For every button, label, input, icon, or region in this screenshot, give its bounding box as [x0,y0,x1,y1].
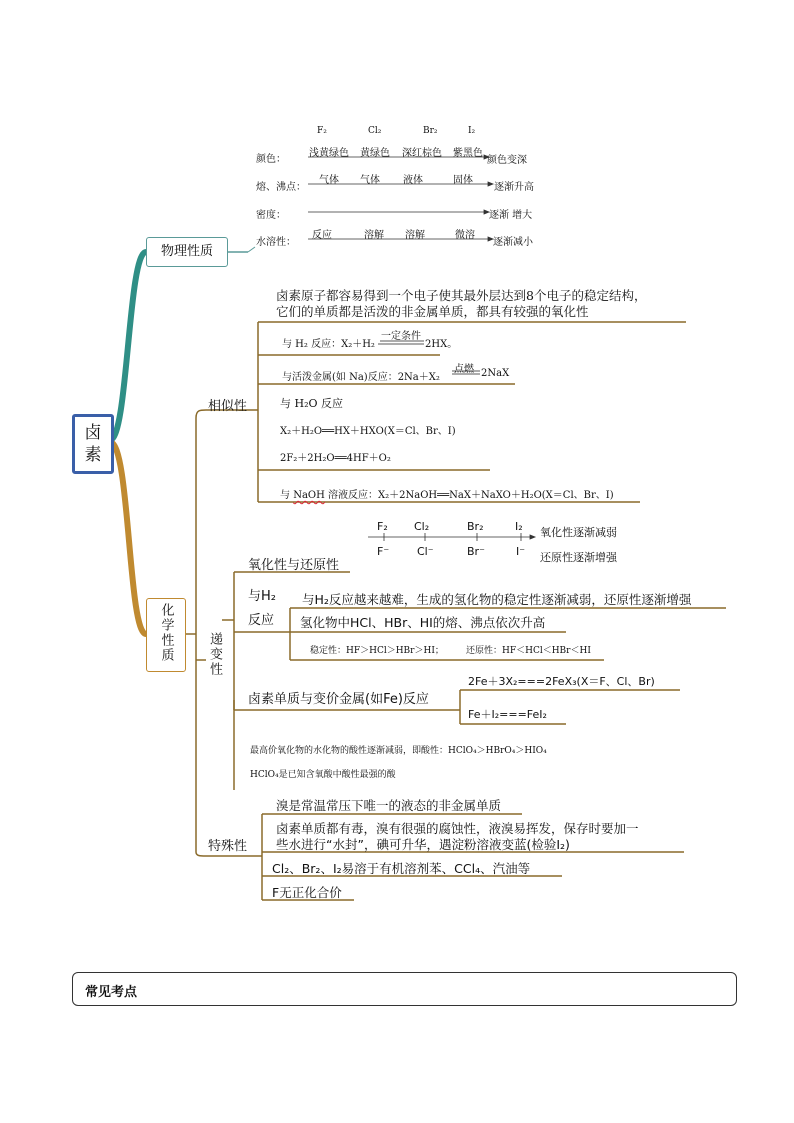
scale-top-f2: F₂ [377,520,388,533]
root-label: 卤素 [84,423,102,465]
color-row-label: 颜色： [256,154,286,165]
chemical-properties-node [146,598,186,672]
branch-chemical [110,442,146,634]
acid-strength-line: 最高价氧化物的水化物的酸性逐渐减弱，即酸性：HClO₄＞HBrO₄＞HIO₄ [250,746,547,756]
element-br2: Br₂ [423,126,438,136]
bp-trend: 逐渐升高 [494,182,534,193]
h2-statement: 与H₂反应越来越难，生成的氢化物的稳定性逐渐减弱，还原性逐渐增强 [302,592,692,607]
density-trend: 逐渐 增大 [489,210,533,221]
branch-physical [110,252,146,440]
element-f2: F₂ [317,126,327,136]
h2-branch-line2: 反应 [248,613,275,628]
density-row-label: 密度： [256,210,286,221]
special-item4: F无正化合价 [272,885,342,900]
oxidizing-trend: 氧化性逐渐减弱 [540,526,617,539]
solubility-trend: 逐渐减小 [493,237,533,248]
scale-bottom-br: Br⁻ [467,545,485,558]
fe-reaction-title: 卤素单质与变价金属(如Fe)反应 [248,692,429,707]
color-cl2: 黄绿色 [360,148,390,159]
scale-bottom-cl: Cl⁻ [417,545,434,558]
bp-f2: 气体 [319,175,339,186]
reducibility-order: 还原性：HF＜HCl＜HBr＜HI [466,646,591,656]
special-item2-line1: 卤素单质都有毒，溴有很强的腐蚀性，液溴易挥发，保存时要加一 [276,821,639,836]
hclo4-line: HClO₄是已知含氧酸中酸性最强的酸 [250,770,396,780]
sol-br2: 溶解 [405,230,425,241]
sol-f2: 反应 [312,230,332,241]
color-br2: 深红棕色 [402,148,442,159]
naoh-term: NaOH [293,490,325,501]
special-item1: 溴是常温常压下唯一的液态的非金属单质 [276,798,502,813]
special-item3: Cl₂、Br₂、I₂易溶于有机溶剂苯、CCl₄、汽油等 [272,861,531,876]
color-f2: 浅黄绿色 [309,148,349,159]
na-reaction-product: 2NaX [481,368,510,379]
scale-top-br2: Br₂ [467,520,484,533]
exam-points-title: 常见考点 [85,985,138,1000]
bp-row-label: 熔、沸点： [256,182,306,193]
h2-reaction-prefix: 与 H₂ 反应：X₂＋H₂ [282,339,375,350]
naoh-reaction [280,486,614,501]
solubility-row-label: 水溶性： [256,237,296,248]
chemical-label: 化学性质 [158,603,174,663]
root-node [72,414,114,474]
similarity-intro-line2: 它们的单质都是活泼的非金属单质，都具有较强的氧化性 [276,304,589,319]
gradient-label: 递变性 [207,632,222,677]
physical-label: 物理性质 [160,244,213,259]
na-reaction-prefix: 与活泼金属(如 Na)反应：2Na＋X₂ [282,372,440,383]
fe-eq1: 2Fe＋3X₂===2FeX₃(X＝F、Cl、Br) [468,675,655,688]
water-reaction-title: 与 H₂O 反应 [280,397,344,410]
sol-cl2: 溶解 [364,230,384,241]
similarity-intro-line1: 卤素原子都容易得到一个电子使其最外层达到8个电子的稳定结构， [276,288,647,303]
naoh-prefix: 与 [280,490,294,501]
hydride-bp: 氢化物中HCl、HBr、HI的熔、沸点依次升高 [300,615,546,630]
scale-bottom-f: F⁻ [377,545,390,558]
h2-branch-line1: 与H₂ [248,589,276,604]
na-reaction-condition: 点燃 [454,364,474,375]
color-i2: 紫黑色 [453,148,483,159]
water-reaction-eq1: X₂＋H₂O══HX＋HXO(X＝Cl、Br、I) [280,426,456,437]
exam-points-header [72,972,737,1006]
special-label: 特殊性 [208,839,248,854]
bp-cl2: 气体 [360,175,380,186]
scale-top-i2: I₂ [515,520,523,533]
special-item2-line2: 些水进行“水封”，碘可升华，遇淀粉溶液变蓝(检验I₂) [276,837,570,852]
water-reaction-eq2: 2F₂＋2H₂O══4HF＋O₂ [280,453,391,464]
h2-reaction-product: 2HX。 [425,339,458,350]
redox-title: 氧化性与还原性 [248,558,340,573]
color-trend: 颜色变深 [487,155,527,166]
fe-eq2: Fe＋I₂===FeI₂ [468,708,547,721]
element-i2: I₂ [468,126,476,136]
stability-order: 稳定性：HF＞HCl＞HBr＞HI； [310,646,444,656]
sol-i2: 微溶 [455,230,475,241]
bp-i2: 固体 [453,175,473,186]
scale-top-cl2: Cl₂ [414,520,430,533]
h2-reaction-condition: 一定条件 [381,331,421,342]
naoh-rest: 溶液反应：X₂＋2NaOH══NaX＋NaXO＋H₂O(X＝Cl、Br、I) [324,490,614,501]
element-cl2: Cl₂ [368,126,382,136]
reducing-trend: 还原性逐渐增强 [540,551,617,564]
scale-bottom-i: I⁻ [516,545,526,558]
physical-properties-node [146,237,228,267]
bp-br2: 液体 [403,175,423,186]
similarity-label: 相似性 [208,399,248,414]
